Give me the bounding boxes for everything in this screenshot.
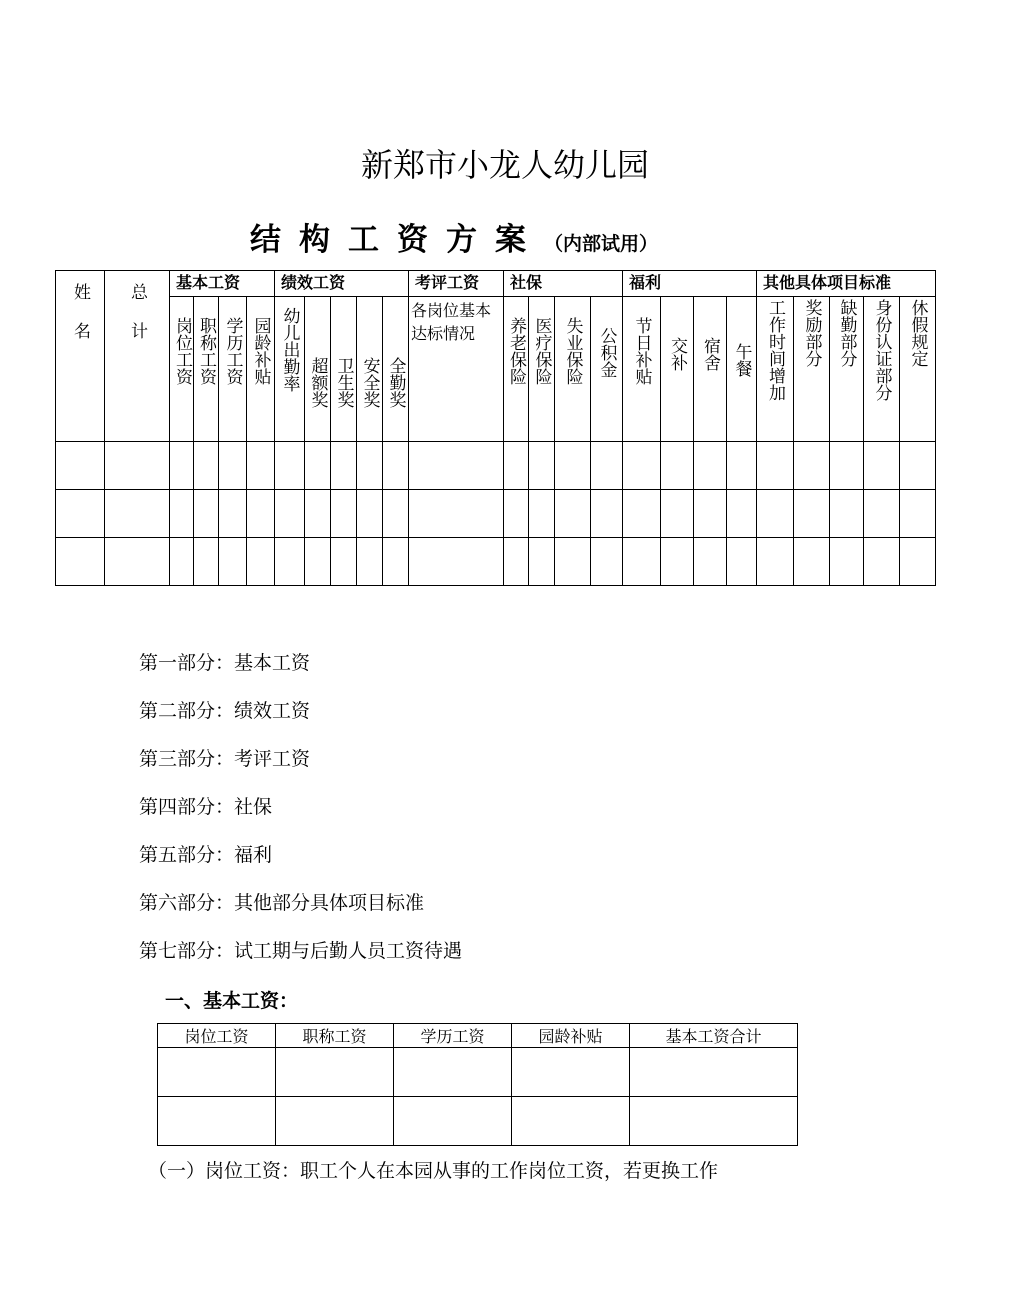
basic-col-seniority-allowance: 园龄补贴 (512, 1024, 630, 1048)
col-medical-insurance-text: 医疗保险 (531, 317, 552, 385)
table-row (56, 442, 936, 490)
table-row (56, 490, 936, 538)
col-lunch (727, 297, 757, 442)
basic-col-education-salary: 学历工资 (394, 1024, 512, 1048)
group-welfare: 福利 (623, 271, 757, 297)
col-dormitory (694, 297, 727, 442)
col-reward-part (794, 297, 830, 442)
col-holiday-allowance (623, 297, 661, 442)
col-housing-fund (591, 297, 623, 442)
section-heading-basic-salary: 一、基本工资： (165, 990, 299, 1012)
outline-item-6: 第六部分：其他部分具体项目标准 (139, 892, 425, 914)
col-absence-part (830, 297, 864, 442)
col-post-salary-text: 岗位工资 (172, 317, 192, 385)
total-header-text: 总计 (127, 283, 147, 361)
basic-salary-table (157, 1023, 798, 1146)
col-pension-insurance-text: 养老保险 (506, 317, 527, 385)
col-hygiene-bonus-text: 卫生奖 (333, 357, 354, 408)
salary-structure-table (55, 270, 936, 586)
group-performance-salary: 绩效工资 (275, 271, 409, 297)
table-row (158, 1097, 798, 1146)
col-attendance-rate (275, 297, 305, 442)
subtitle-note: （内部试用） (544, 233, 659, 255)
basic-col-title-salary: 职称工资 (276, 1024, 394, 1048)
col-extra-work-time-text: 工作时间增加 (765, 299, 786, 401)
col-title-salary-text: 职称工资 (196, 317, 216, 385)
group-basic-salary: 基本工资 (170, 271, 275, 297)
name-header-text: 姓名 (70, 283, 90, 361)
col-excess-bonus (305, 297, 331, 442)
outline-item-7: 第七部分：试工期与后勤人员工资待遇 (139, 940, 463, 962)
col-post-salary (170, 297, 194, 442)
col-education-salary-text: 学历工资 (222, 317, 243, 385)
name-header (56, 271, 105, 442)
col-seniority-allowance (247, 297, 275, 442)
col-education-salary (219, 297, 247, 442)
subtitle-text: 结构工资方案 (250, 222, 544, 258)
col-identity-part-text: 身份认证部分 (871, 299, 892, 401)
col-unemployment-insurance (555, 297, 591, 442)
basic-table-header-row (158, 1024, 798, 1048)
table-row (56, 538, 936, 586)
col-dormitory-text: 宿舍 (700, 337, 721, 371)
col-leave-rules-text: 休假规定 (907, 299, 928, 367)
col-attendance-rate-text: 幼儿出勤率 (279, 307, 300, 392)
col-full-attendance-bonus (383, 297, 409, 442)
table-row (158, 1048, 798, 1097)
col-absence-part-text: 缺勤部分 (836, 299, 857, 367)
group-evaluation-salary: 考评工资 (409, 271, 504, 297)
col-housing-fund-text: 公积金 (596, 327, 617, 378)
paragraph-post-salary: （一）岗位工资：职工个人在本园从事的工作岗位工资，若更换工作 (148, 1160, 719, 1182)
document-subtitle (250, 214, 658, 259)
outline-item-4: 第四部分：社保 (139, 796, 273, 818)
col-unemployment-insurance-text: 失业保险 (562, 317, 583, 385)
outline-item-5: 第五部分：福利 (139, 844, 273, 866)
col-evaluation-standard: 各岗位基本达标情况 (409, 297, 504, 442)
col-holiday-allowance-text: 节日补贴 (631, 317, 652, 385)
col-pension-insurance (504, 297, 529, 442)
group-other-standards: 其他具体项目标准 (757, 271, 936, 297)
document-title: 新郑市小龙人幼儿园 (360, 146, 649, 184)
col-transport-allowance (661, 297, 694, 442)
col-safety-bonus (357, 297, 383, 442)
col-seniority-allowance-text: 园龄补贴 (250, 317, 271, 385)
col-title-salary (194, 297, 219, 442)
outline-item-3: 第三部分：考评工资 (139, 748, 311, 770)
outline-item-2: 第二部分：绩效工资 (139, 700, 311, 722)
col-identity-part (864, 297, 900, 442)
col-full-attendance-bonus-text: 全勤奖 (385, 357, 406, 408)
col-extra-work-time (757, 297, 794, 442)
basic-col-post-salary: 岗位工资 (158, 1024, 276, 1048)
col-lunch-text: 午餐 (731, 343, 752, 377)
col-medical-insurance (529, 297, 555, 442)
total-header (105, 271, 170, 442)
basic-col-total: 基本工资合计 (630, 1024, 798, 1048)
col-excess-bonus-text: 超额奖 (307, 357, 328, 408)
outline-item-1: 第一部分：基本工资 (139, 652, 311, 674)
col-leave-rules (900, 297, 936, 442)
col-reward-part-text: 奖励部分 (801, 299, 822, 367)
group-social-insurance: 社保 (504, 271, 623, 297)
col-hygiene-bonus (331, 297, 357, 442)
col-transport-allowance-text: 交补 (667, 337, 688, 371)
col-safety-bonus-text: 安全奖 (359, 357, 380, 408)
